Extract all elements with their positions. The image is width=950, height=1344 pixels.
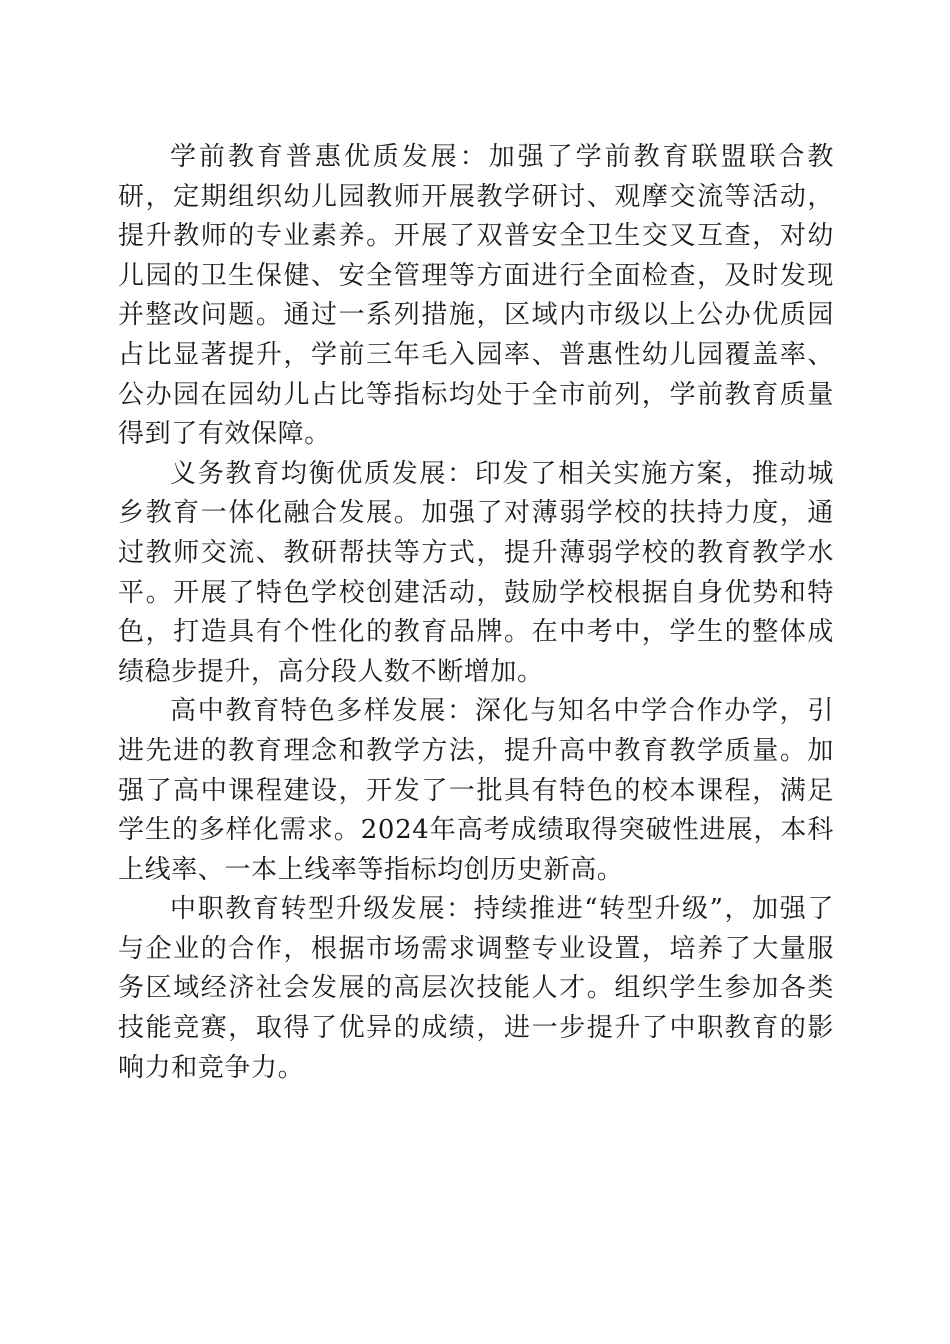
paragraph-high-school-education: 高中教育特色多样发展：深化与知名中学合作办学，引进先进的教育理念和教学方法，提升高中教育教学质量。加强了高中课程建设，开发了一批具有特色的校本课程，满足学生的多样化需求。2024年高考成绩取得突破性进展，本科上线率、一本上线率等指标均创历史新高。 xyxy=(118,696,834,885)
paragraph-vocational-education: 中职教育转型升级发展：持续推进“转型升级”，加强了与企业的合作，根据市场需求调整专业设置，培养了大量服务区域经济社会发展的高层次技能人才。组织学生参加各类技能竞赛，取得了优异的成绩，进一步提升了中职教育的影响力和竞争力。 xyxy=(118,894,834,1083)
paragraph-compulsory-education: 义务教育均衡优质发展：印发了相关实施方案，推动城乡教育一体化融合发展。加强了对薄弱学校的扶持力度，通过教师交流、教研帮扶等方式，提升薄弱学校的教育教学水平。开展了特色学校创建活动，鼓励学校根据自身优势和特色，打造具有个性化的教育品牌。在中考中，学生的整体成绩稳步提升，高分段人数不断增加。 xyxy=(118,458,834,687)
paragraph-preschool-education: 学前教育普惠优质发展：加强了学前教育联盟联合教研，定期组织幼儿园教师开展教学研讨、观摩交流等活动，提升教师的专业素养。开展了双普安全卫生交叉互查，对幼儿园的卫生保健、安全管理等方面进行全面检查，及时发现并整改问题。通过一系列措施，区域内市级以上公办优质园占比显著提升，学前三年毛入园率、普惠性幼儿园覆盖率、公办园在园幼儿占比等指标均处于全市前列，学前教育质量得到了有效保障。 xyxy=(118,142,834,450)
document-body xyxy=(118,138,834,1088)
